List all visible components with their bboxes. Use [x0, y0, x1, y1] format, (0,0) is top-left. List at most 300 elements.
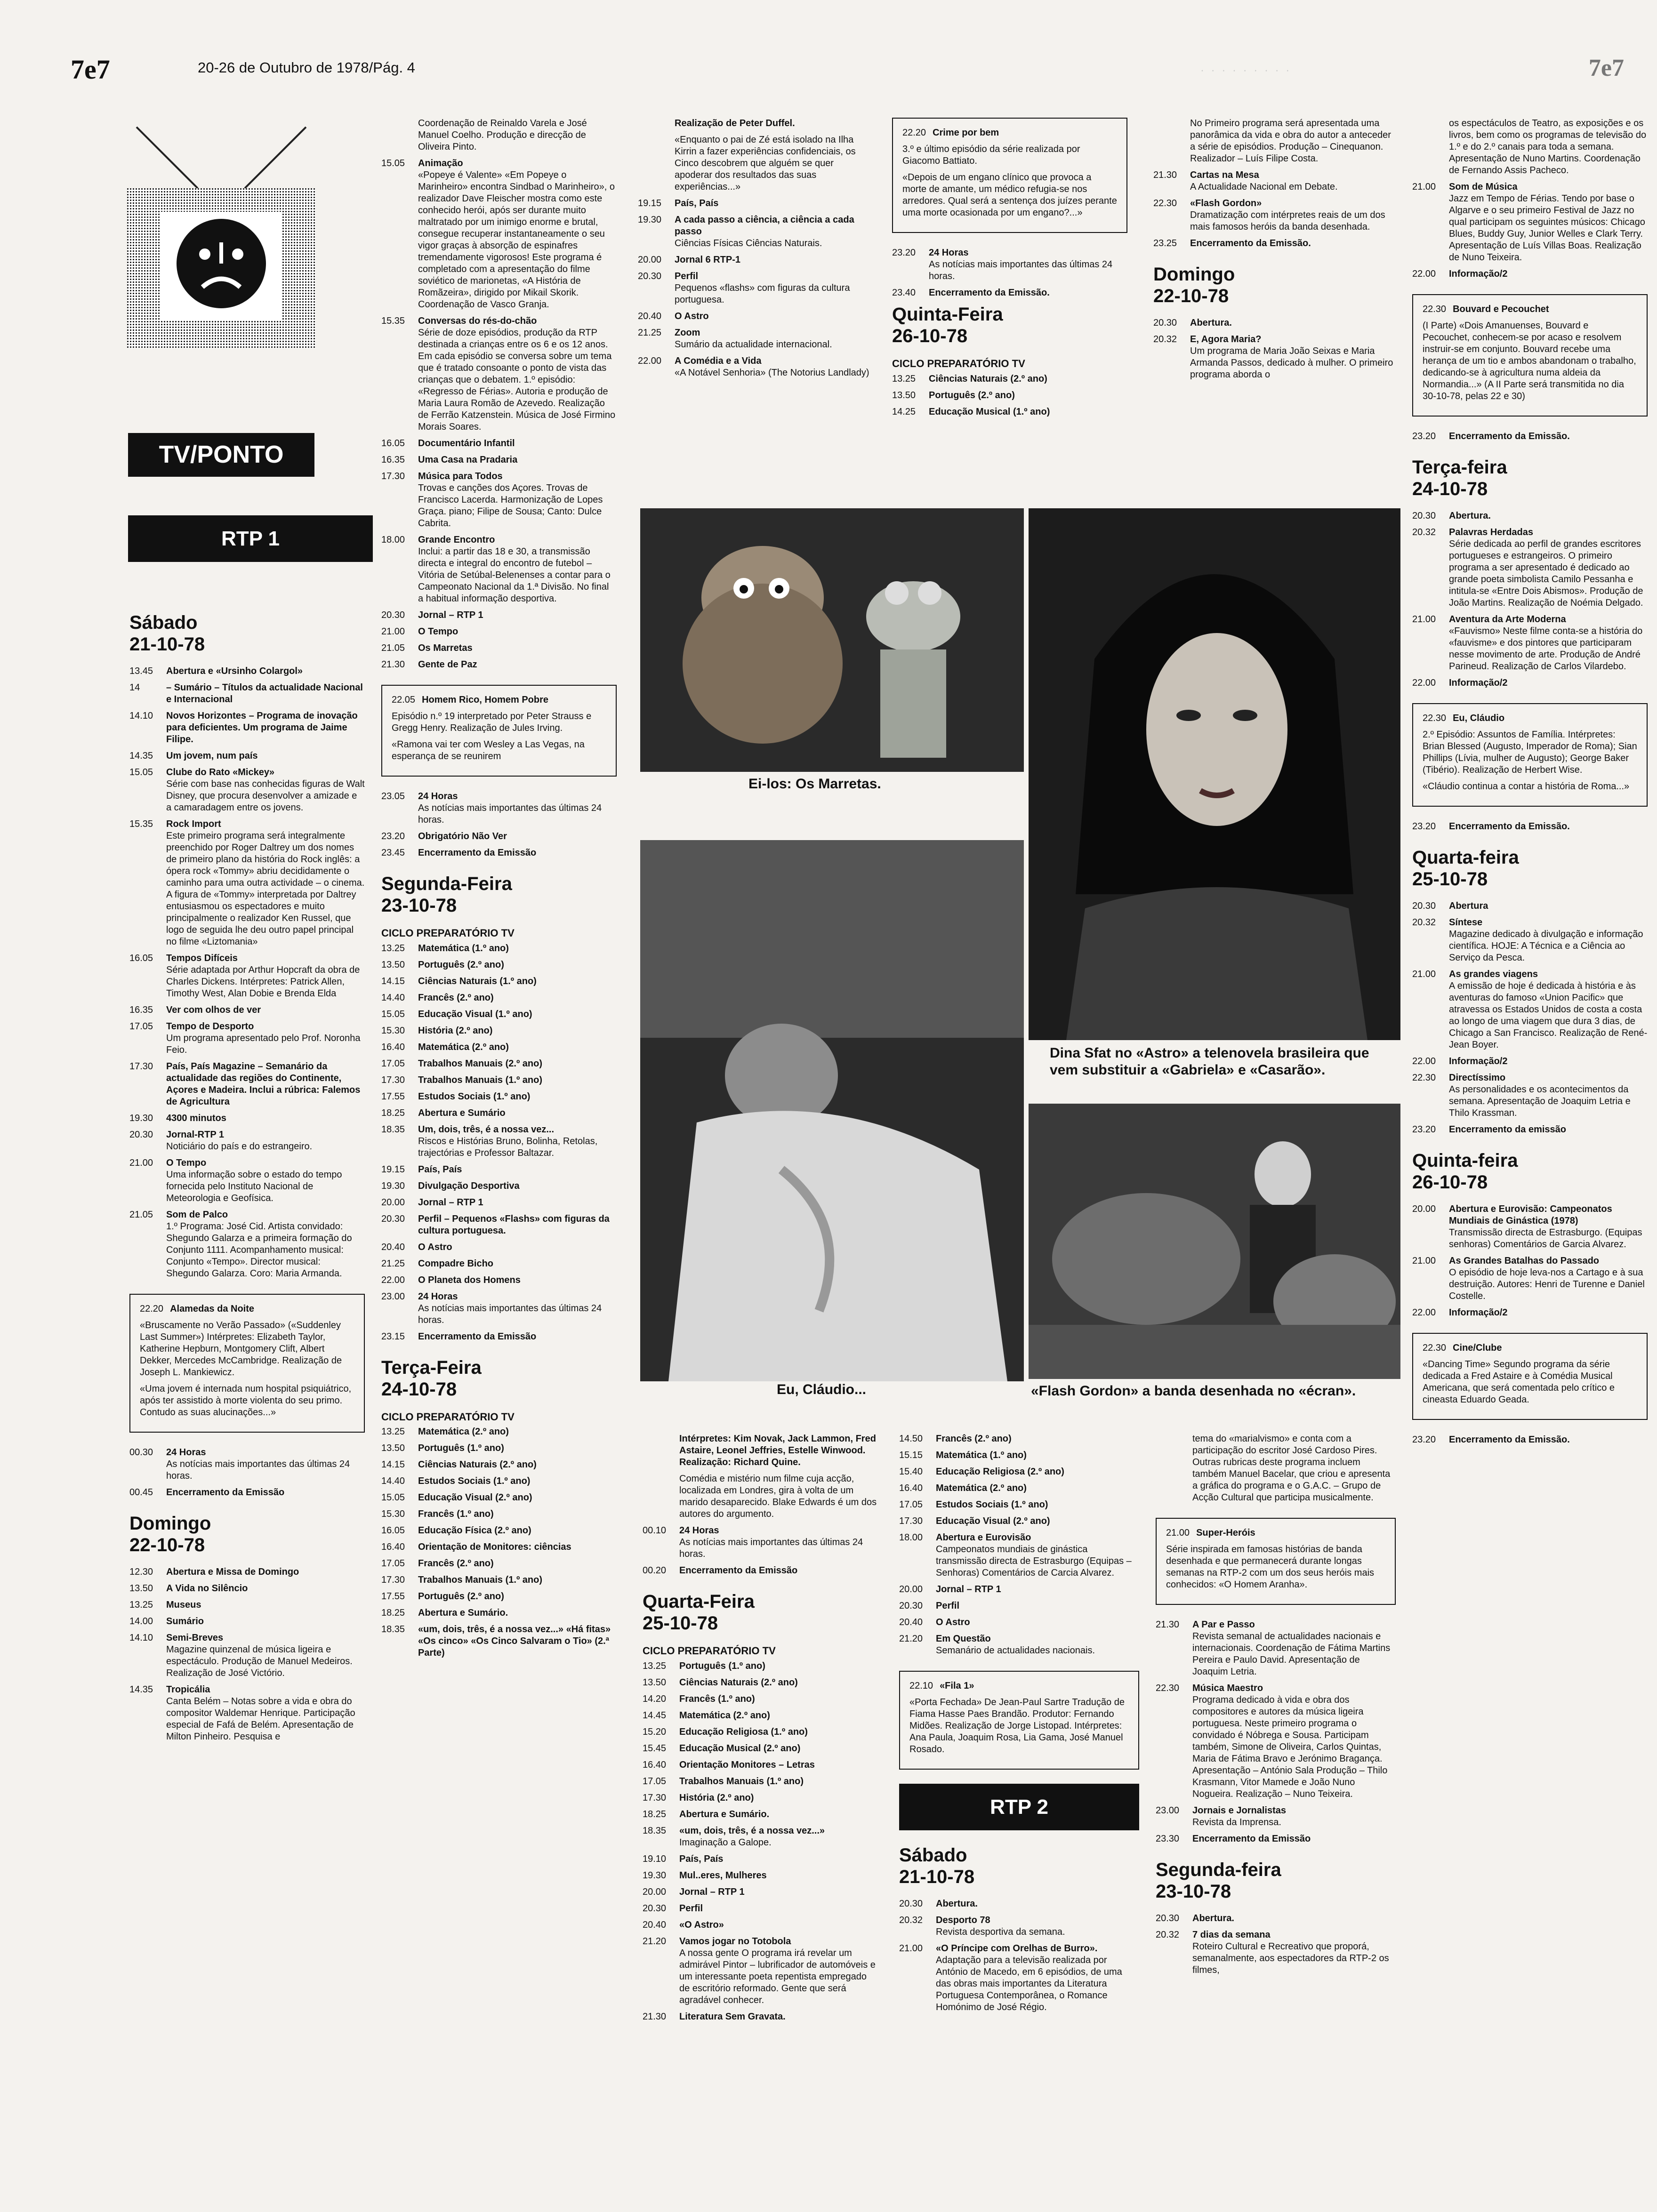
- schedule-entry: [381, 1258, 617, 1270]
- entry-title: Trabalhos Manuais (1.º ano): [418, 1074, 543, 1085]
- entry-title: Abertura e Sumário: [418, 1107, 506, 1118]
- entry-title: Abertura.: [1192, 1913, 1234, 1923]
- entry-time: 20.30: [638, 271, 662, 281]
- tv-face-icon: [127, 118, 315, 362]
- schedule-entry: [129, 953, 365, 1000]
- entry-time: 19.30: [643, 1870, 667, 1881]
- entry-body: [418, 1624, 617, 1659]
- entry-time: [1412, 118, 1449, 176]
- entry-time: 21.00: [1412, 1256, 1436, 1266]
- entry-time: 17.30: [381, 1074, 405, 1085]
- entry-time: 21.00: [129, 1158, 153, 1168]
- entry-title: Encerramento da Emissão: [1192, 1834, 1311, 1844]
- column-4-top: [892, 118, 1127, 504]
- entry-time: 21.30: [643, 2011, 667, 2022]
- entry-body: [675, 198, 718, 209]
- entry-body: [936, 1433, 1012, 1445]
- entry-body: [936, 1915, 1065, 1938]
- entry-body: [1449, 614, 1648, 673]
- entry-body: [1190, 317, 1232, 329]
- box-title: Eu, Cláudio: [1453, 713, 1505, 723]
- schedule-entry: [381, 1107, 617, 1119]
- entry-title: Som de Palco: [166, 1210, 228, 1220]
- entry-title: Encerramento da emissão: [1449, 1124, 1566, 1135]
- entry-body: [679, 1809, 769, 1820]
- schedule-list: [381, 1426, 617, 1659]
- entry-description: «A Notável Senhoria» (The Notorius Landlady): [675, 368, 869, 378]
- entry-time: [381, 118, 418, 153]
- box-header: [902, 127, 1117, 139]
- box-header: [392, 694, 606, 706]
- schedule-entry: [1156, 1619, 1396, 1678]
- schedule-list: [129, 665, 365, 1280]
- entry-title: Educação Visual (2.º ano): [936, 1516, 1050, 1526]
- entry-title: Em Questão: [936, 1634, 991, 1644]
- entry-description: Sumário da actualidade internacional.: [675, 339, 832, 350]
- entry-time: 23.20: [1412, 1435, 1436, 1445]
- entry-time: 13.50: [892, 390, 916, 401]
- schedule-entry: [1412, 900, 1648, 912]
- schedule-entry: [643, 1565, 878, 1577]
- entry-title: Cartas na Mesa: [1190, 170, 1259, 180]
- photo-flash-gordon: [1029, 1104, 1400, 1379]
- entry-body: [166, 1599, 201, 1611]
- schedule-entry: [643, 1809, 878, 1820]
- entry-body: [418, 158, 617, 311]
- schedule-list: [643, 1660, 878, 2023]
- entry-title: Encerramento da Emissão.: [1449, 821, 1570, 832]
- entry-time: 16.40: [643, 1759, 667, 1770]
- entry-body: [166, 1004, 261, 1016]
- entry-time: 23.30: [1156, 1834, 1180, 1844]
- schedule-entry: [381, 1475, 617, 1487]
- schedule-list: [381, 943, 617, 1343]
- entry-time: 20.30: [1412, 511, 1436, 521]
- entry-title: Uma Casa na Pradaria: [418, 455, 518, 465]
- schedule-entry: [129, 818, 365, 948]
- entry-body: [1190, 118, 1398, 165]
- entry-body: [418, 1591, 504, 1603]
- entry-time: 23.15: [381, 1331, 405, 1342]
- entry-title: «O Astro»: [679, 1919, 724, 1930]
- entry-body: [679, 1693, 755, 1705]
- entry-time: 16.05: [381, 1525, 405, 1536]
- entry-time: 15.20: [643, 1726, 667, 1737]
- entry-title: Jornal – RTP 1: [679, 1886, 745, 1897]
- entry-time: 17.05: [899, 1499, 923, 1510]
- entry-time: 17.05: [381, 1058, 405, 1069]
- entry-title: Abertura e Sumário.: [679, 1809, 770, 1819]
- entry-time: 20.30: [1412, 901, 1436, 911]
- box-header: [909, 1680, 1129, 1692]
- schedule-entry: [638, 327, 873, 351]
- entry-title: Trabalhos Manuais (2.º ano): [418, 1058, 543, 1069]
- entry-time: 23.45: [381, 848, 405, 858]
- entry-title: Tropicália: [166, 1684, 210, 1695]
- entry-title: Jornal – RTP 1: [936, 1584, 1001, 1595]
- column-6: [1412, 118, 1648, 2207]
- column-5-top: [1153, 118, 1398, 504]
- entry-time: 14.10: [129, 1633, 153, 1643]
- entry-time: 14.10: [129, 711, 153, 721]
- entry-time: 12.30: [129, 1567, 153, 1577]
- schedule-list: [1412, 900, 1648, 1136]
- entry-body: [679, 1473, 878, 1520]
- entry-body: [1192, 1433, 1396, 1504]
- schedule-list: [643, 1433, 878, 1577]
- entry-body: [936, 1943, 1139, 2013]
- schedule-entry: [1412, 1056, 1648, 1067]
- schedule-entry: [129, 1684, 365, 1743]
- entry-body: [679, 1565, 797, 1577]
- entry-title: O Astro: [418, 1242, 452, 1252]
- entry-body: [418, 454, 517, 466]
- entry-body: [1190, 238, 1311, 249]
- entry-title: Encerramento da Emissão: [166, 1487, 285, 1498]
- entry-body: [1449, 1124, 1566, 1136]
- box-title: Homem Rico, Homem Pobre: [422, 695, 549, 705]
- entry-title: O Tempo: [418, 626, 458, 637]
- entry-body: [675, 311, 709, 322]
- schedule-entry: [381, 1443, 617, 1454]
- entry-title: «um, dois, três, é a nossa vez...»: [679, 1825, 825, 1836]
- entry-time: 20.40: [638, 311, 662, 321]
- entry-time: 20.00: [899, 1584, 923, 1595]
- entry-body: [1449, 268, 1507, 280]
- schedule-entry: [381, 158, 617, 311]
- entry-body: [418, 1607, 508, 1619]
- entry-body: [418, 1331, 536, 1343]
- entry-body: [1192, 1619, 1396, 1678]
- entry-body: [929, 287, 1050, 299]
- entry-time: 17.30: [643, 1792, 667, 1803]
- entry-body: [936, 1633, 1095, 1657]
- entry-title: As Grandes Batalhas do Passado: [1449, 1256, 1600, 1266]
- entry-body: [418, 1258, 493, 1270]
- entry-title: «O Príncipe com Orelhas de Burro».: [936, 1943, 1098, 1954]
- entry-body: [1449, 821, 1570, 833]
- page-header: [71, 47, 1624, 85]
- entry-title: A Vida no Silêncio: [166, 1583, 248, 1594]
- box-title: Super-Heróis: [1196, 1528, 1255, 1538]
- entry-time: 21.05: [129, 1210, 153, 1220]
- entry-body: [166, 1632, 365, 1679]
- schedule-entry: [643, 1870, 878, 1882]
- schedule-entry: [643, 1525, 878, 1560]
- entry-body: [418, 1492, 532, 1504]
- entry-time: 18.25: [381, 1608, 405, 1618]
- entry-time: 00.45: [129, 1487, 153, 1498]
- entry-body: [418, 1107, 506, 1119]
- entry-time: 23.20: [892, 248, 916, 258]
- schedule-entry: [892, 287, 1127, 299]
- entry-body: [418, 1180, 520, 1192]
- entry-body: [418, 791, 617, 826]
- entry-title: 24 Horas: [418, 791, 458, 801]
- entry-description: Trovas e canções dos Açores. Trovas de Francisco Lacerda. Harmonização de Lopes Graça. piano; Filipe de Sousa; Canto: Dulce Cabrita.: [418, 483, 603, 529]
- highlight-box: [1412, 294, 1648, 417]
- schedule-entry: [899, 1499, 1139, 1511]
- entry-time: 23.00: [1156, 1805, 1180, 1816]
- schedule-list: [129, 1566, 365, 1743]
- entry-time: 15.30: [381, 1025, 405, 1036]
- entry-body: [418, 847, 536, 859]
- entry-body: [418, 1574, 542, 1586]
- entry-time: 23.25: [1153, 238, 1177, 248]
- entry-description: Coordenação de Reinaldo Varela e José Manuel Coelho. Produção e direcção de Oliveira Pinto.: [418, 118, 587, 152]
- schedule-entry: [1412, 268, 1648, 280]
- entry-time: 15.35: [381, 316, 405, 326]
- highlight-box: [899, 1671, 1139, 1770]
- entry-description: Este primeiro programa será integralmente preenchido por Roger Daltrey um dos nomes de primeiro plano da história do Rock inglês: a ópera rock «Tommy» abriu decididamente o caminho para uma outra actividade – o cinema. A figura de «Tommy» interpretada por Daltrey entusiasmou os espectadores e muito principalmente o realizador Ken Russel, que logo de seguida lhe deu outro papel principal no filme «Liztomania»: [166, 831, 365, 947]
- entry-title: Abertura.: [1190, 318, 1232, 328]
- entry-time: 14.35: [129, 1684, 153, 1695]
- schedule-list: [1412, 118, 1648, 280]
- entry-title: Abertura e Eurovisão: Campeonatos Mundiais de Ginástica (1978): [1449, 1204, 1612, 1226]
- entry-title: Compadre Bicho: [418, 1258, 494, 1269]
- entry-time: 17.05: [643, 1776, 667, 1787]
- schedule-entry: [381, 1624, 617, 1659]
- photo-muppets: [640, 508, 1024, 772]
- entry-body: [418, 1274, 521, 1286]
- entry-time: 23.20: [1412, 431, 1436, 441]
- day-heading: Domingo 22-10-78: [1153, 264, 1235, 306]
- entry-time: 13.50: [129, 1583, 153, 1594]
- schedule-entry: [381, 847, 617, 859]
- entry-time: 23.20: [1412, 1124, 1436, 1135]
- box-time: 21.00: [1166, 1528, 1190, 1538]
- entry-body: [929, 406, 1050, 418]
- entry-time: 14.45: [643, 1710, 667, 1721]
- entry-body: [166, 1113, 226, 1124]
- entry-title: Vamos jogar no Totobola: [679, 1936, 791, 1947]
- entry-body: [675, 327, 832, 351]
- entry-body: [418, 1508, 494, 1520]
- schedule-entry: [129, 1061, 365, 1108]
- day-heading: Quinta-feira 26-10-78: [1412, 1150, 1518, 1193]
- entry-body: [936, 1483, 1027, 1494]
- entry-time: 15.05: [129, 767, 153, 777]
- entry-time: 19.10: [643, 1853, 667, 1864]
- schedule-entry: [638, 134, 873, 193]
- entry-time: 15.30: [381, 1509, 405, 1519]
- entry-time: [643, 1433, 679, 1468]
- schedule-entry: [899, 1943, 1139, 2013]
- entry-body: [418, 1164, 462, 1176]
- entry-time: 22.00: [1412, 1056, 1436, 1066]
- entry-body: [1449, 969, 1648, 1051]
- entry-body: [418, 534, 617, 605]
- entry-description: As personalidades e os acontecimentos da semana. Apresentação de Joaquim Letria e Thilo Krassman.: [1449, 1084, 1631, 1118]
- schedule-entry: [643, 1919, 878, 1931]
- entry-title: Um, dois, três, é a nossa vez...: [418, 1124, 555, 1135]
- entry-time: 20.40: [899, 1617, 923, 1627]
- entry-description: Riscos e Histórias Bruno, Bolinha, Retolas, trajectórias e Professor Baltazar.: [418, 1136, 598, 1158]
- entry-time: 20.30: [129, 1130, 153, 1140]
- schedule-list: [1412, 1203, 1648, 1319]
- entry-body: [679, 1936, 878, 2006]
- entry-body: [166, 665, 303, 677]
- entry-body: [675, 134, 873, 193]
- box-time: 22.10: [909, 1681, 933, 1691]
- entry-title: Aventura da Arte Moderna: [1449, 614, 1566, 625]
- entry-title: Português (1.º ano): [418, 1443, 504, 1453]
- entry-body: [418, 1009, 532, 1020]
- entry-title: Português (2.º ano): [418, 1591, 504, 1602]
- entry-time: 18.35: [381, 1124, 405, 1135]
- entry-time: 15.15: [899, 1450, 923, 1460]
- masthead-logo: 7e7: [71, 54, 110, 85]
- entry-description: Programa dedicado à vida e obra dos compositores e autores da música ligeira portuguesa. Neste primeiro programa o convidado é Nóbrega e Sousa. Participam também, Simone de Oliveira, Carlos Quintas, Maria de Fátima Bravo e Jerónimo Bragança. Apresentação – António Sala Produção – Thilo Krasmann, Vitor Mamede e João Nuno Nogueira. Realização – Nuno Teixeira.: [1192, 1695, 1388, 1799]
- entry-time: 21.20: [643, 1936, 667, 1947]
- entry-description: As notícias mais importantes das últimas 24 horas.: [418, 803, 602, 825]
- entry-body: [679, 1433, 878, 1468]
- entry-time: 17.30: [129, 1061, 153, 1072]
- column-5-bottom: [1156, 1433, 1396, 2205]
- entry-time: 18.25: [381, 1107, 405, 1118]
- entry-time: [1156, 1433, 1192, 1504]
- entry-title: Matemática (2.º ano): [418, 1427, 509, 1437]
- entry-body: [418, 1091, 530, 1103]
- entry-description: A emissão de hoje é dedicada à história e às aventuras do famoso «Union Pacific» que atravessa os Estados Unidos de costa a costa ao longo de uma viagem que dura 3 dias, de Chicago a San Francisco. Realização de René-Jean Boyer.: [1449, 981, 1648, 1050]
- entry-time: 13.50: [643, 1677, 667, 1688]
- schedule-entry: [381, 1574, 617, 1586]
- entry-body: [679, 2011, 786, 2023]
- entry-body: [166, 750, 258, 762]
- day-heading: Quinta-Feira 26-10-78: [892, 304, 1003, 346]
- entry-title: A Par e Passo: [1192, 1619, 1255, 1630]
- entry-time: 14.40: [381, 1476, 405, 1486]
- schedule-entry: [381, 642, 617, 654]
- schedule-entry: [1153, 334, 1398, 381]
- column-4-bottom: [899, 1433, 1139, 2205]
- schedule-entry: [381, 1492, 617, 1504]
- entry-body: [1190, 169, 1338, 193]
- entry-body: [418, 1025, 492, 1037]
- schedule-list: [892, 247, 1127, 299]
- schedule-entry: [638, 118, 873, 129]
- schedule-entry: [892, 247, 1127, 282]
- box-time: 22.30: [1423, 1343, 1447, 1353]
- entry-time: 21.30: [1156, 1619, 1180, 1630]
- entry-body: [1449, 1307, 1507, 1319]
- entry-time: 15.35: [129, 819, 153, 829]
- entry-title: Orientação de Monitores: ciências: [418, 1542, 571, 1552]
- entry-description: A Actualidade Nacional em Debate.: [1190, 182, 1338, 192]
- schedule-entry: [643, 1792, 878, 1804]
- entry-body: [418, 1124, 617, 1159]
- entry-time: 14.50: [899, 1434, 923, 1444]
- entry-description: Magazine dedicado à divulgação e informação científica. HOJE: A Técnica e a Ciência ao Serviço da Pesca.: [1449, 929, 1643, 963]
- entry-title: Matemática (1.º ano): [936, 1450, 1027, 1460]
- entry-time: 20.32: [1412, 917, 1436, 928]
- schedule-entry: [129, 767, 365, 814]
- entry-title: Trabalhos Manuais (1.º ano): [679, 1776, 804, 1787]
- schedule-entry: [892, 390, 1127, 401]
- entry-time: 18.00: [381, 535, 405, 545]
- highlight-box: [1412, 1333, 1648, 1420]
- box-time: 22.05: [392, 695, 416, 705]
- entry-time: 14.15: [381, 1459, 405, 1470]
- schedule-list: [899, 1898, 1139, 2013]
- schedule-entry: [129, 682, 365, 705]
- entry-time: 19.30: [381, 1180, 405, 1191]
- schedule-entry: [638, 214, 873, 249]
- box-text: Episódio n.º 19 interpretado por Peter Strauss e Gregg Henry. Realização de Jules Irving.: [392, 711, 592, 733]
- box-header: [1166, 1527, 1385, 1539]
- box-text: «Uma jovem é internada num hospital psiquiátrico, após ter assistido à morte violenta do seu primo. Contudo as suas alucinações...»: [140, 1384, 352, 1418]
- schedule-entry: [643, 1710, 878, 1722]
- schedule-list: [892, 373, 1127, 418]
- entry-time: 20.30: [899, 1899, 923, 1909]
- schedule-entry: [381, 1180, 617, 1192]
- schedule-list: [1412, 1434, 1648, 1446]
- entry-title: Museus: [166, 1600, 201, 1610]
- entry-title: Informação/2: [1449, 1307, 1508, 1318]
- schedule-entry: [381, 1025, 617, 1037]
- box-header: [1423, 304, 1637, 315]
- rtp1-banner: RTP 1: [128, 515, 373, 562]
- entry-description: Um programa apresentado pelo Prof. Noronha Feio.: [166, 1033, 361, 1055]
- schedule-entry: [899, 1450, 1139, 1461]
- entry-time: 16.40: [899, 1483, 923, 1493]
- faint-print: · · · · · · · · ·: [1200, 64, 1292, 77]
- box-text: «Cláudio continua a contar a história de Roma...»: [1423, 781, 1630, 792]
- entry-title: 24 Horas: [929, 248, 969, 258]
- entry-body: [679, 1853, 723, 1865]
- entry-body: [418, 1426, 509, 1438]
- entry-time: 20.00: [643, 1886, 667, 1897]
- entry-body: [166, 818, 365, 948]
- box-text: «Porta Fechada» De Jean-Paul Sartre Tradução de Fiama Hasse Paes Brandão. Produtor: Fernando Midões. Realização de Jorge Listopad. Intérpretes: Ana Paula, Joaquim Rosa, Lia Gama, José Manuel Rosado.: [909, 1697, 1125, 1755]
- schedule-entry: [899, 1584, 1139, 1595]
- entry-body: [679, 1792, 754, 1804]
- entry-title: País, País: [675, 198, 719, 208]
- entry-time: 16.35: [381, 455, 405, 465]
- entry-body: [1449, 431, 1570, 442]
- entry-title: Francês (2.º ano): [418, 1558, 494, 1569]
- entry-body: [936, 1600, 959, 1612]
- entry-description: Série de doze episódios, produção da RTP destinada a crianças entre os 6 e os 12 anos. Em cada episódio se conversa sobre um tema que é tratado consoante o ponto de vista das crianças que o debatem. 1.º episódio: «Regresso de Férias». Autoria e produção de Maria Laura Romão de Azevedo. Realização de Ferrão Katzenstein. Música de José Firmino Morais Soares.: [418, 328, 616, 432]
- highlight-box: [1156, 1518, 1396, 1605]
- entry-body: [1449, 1056, 1507, 1067]
- entry-title: Documentário Infantil: [418, 438, 515, 449]
- entry-description: Semanário de actualidades nacionais.: [936, 1645, 1095, 1656]
- entry-body: [1192, 1805, 1286, 1828]
- entry-time: 21.05: [381, 643, 405, 653]
- entry-time: 16.40: [381, 1542, 405, 1552]
- entry-body: [166, 1209, 365, 1280]
- schedule-entry: [1156, 1913, 1396, 1924]
- entry-body: [166, 953, 365, 1000]
- entry-title: O Planeta dos Homens: [418, 1274, 521, 1285]
- entry-title: Encerramento da Emissão.: [1190, 238, 1311, 248]
- entry-body: [418, 1558, 494, 1570]
- schedule-entry: [1412, 1072, 1648, 1119]
- entry-body: [679, 1903, 703, 1915]
- entry-title: Literatura Sem Gravata.: [679, 2011, 786, 2022]
- entry-description: Canta Belém – Notas sobre a vida e obra do compositor Waldemar Henrique. Participação especial de Fafá de Belém. Apresentação de Milton Pinheiro. Pesquisa e: [166, 1696, 355, 1742]
- box-text: «Ramona vai ter com Wesley a Las Vegas, na esperança de se reunirem: [392, 739, 585, 761]
- entry-time: 21.20: [899, 1634, 923, 1644]
- entry-body: [418, 471, 617, 529]
- schedule-entry: [643, 1726, 878, 1738]
- day-heading: Sábado 21-10-78: [899, 1845, 975, 1887]
- caption-marretas: Ei-los: Os Marretas.: [748, 776, 881, 792]
- entry-time: 18.25: [643, 1809, 667, 1819]
- schedule-entry: [892, 406, 1127, 418]
- entry-time: 20.30: [643, 1903, 667, 1914]
